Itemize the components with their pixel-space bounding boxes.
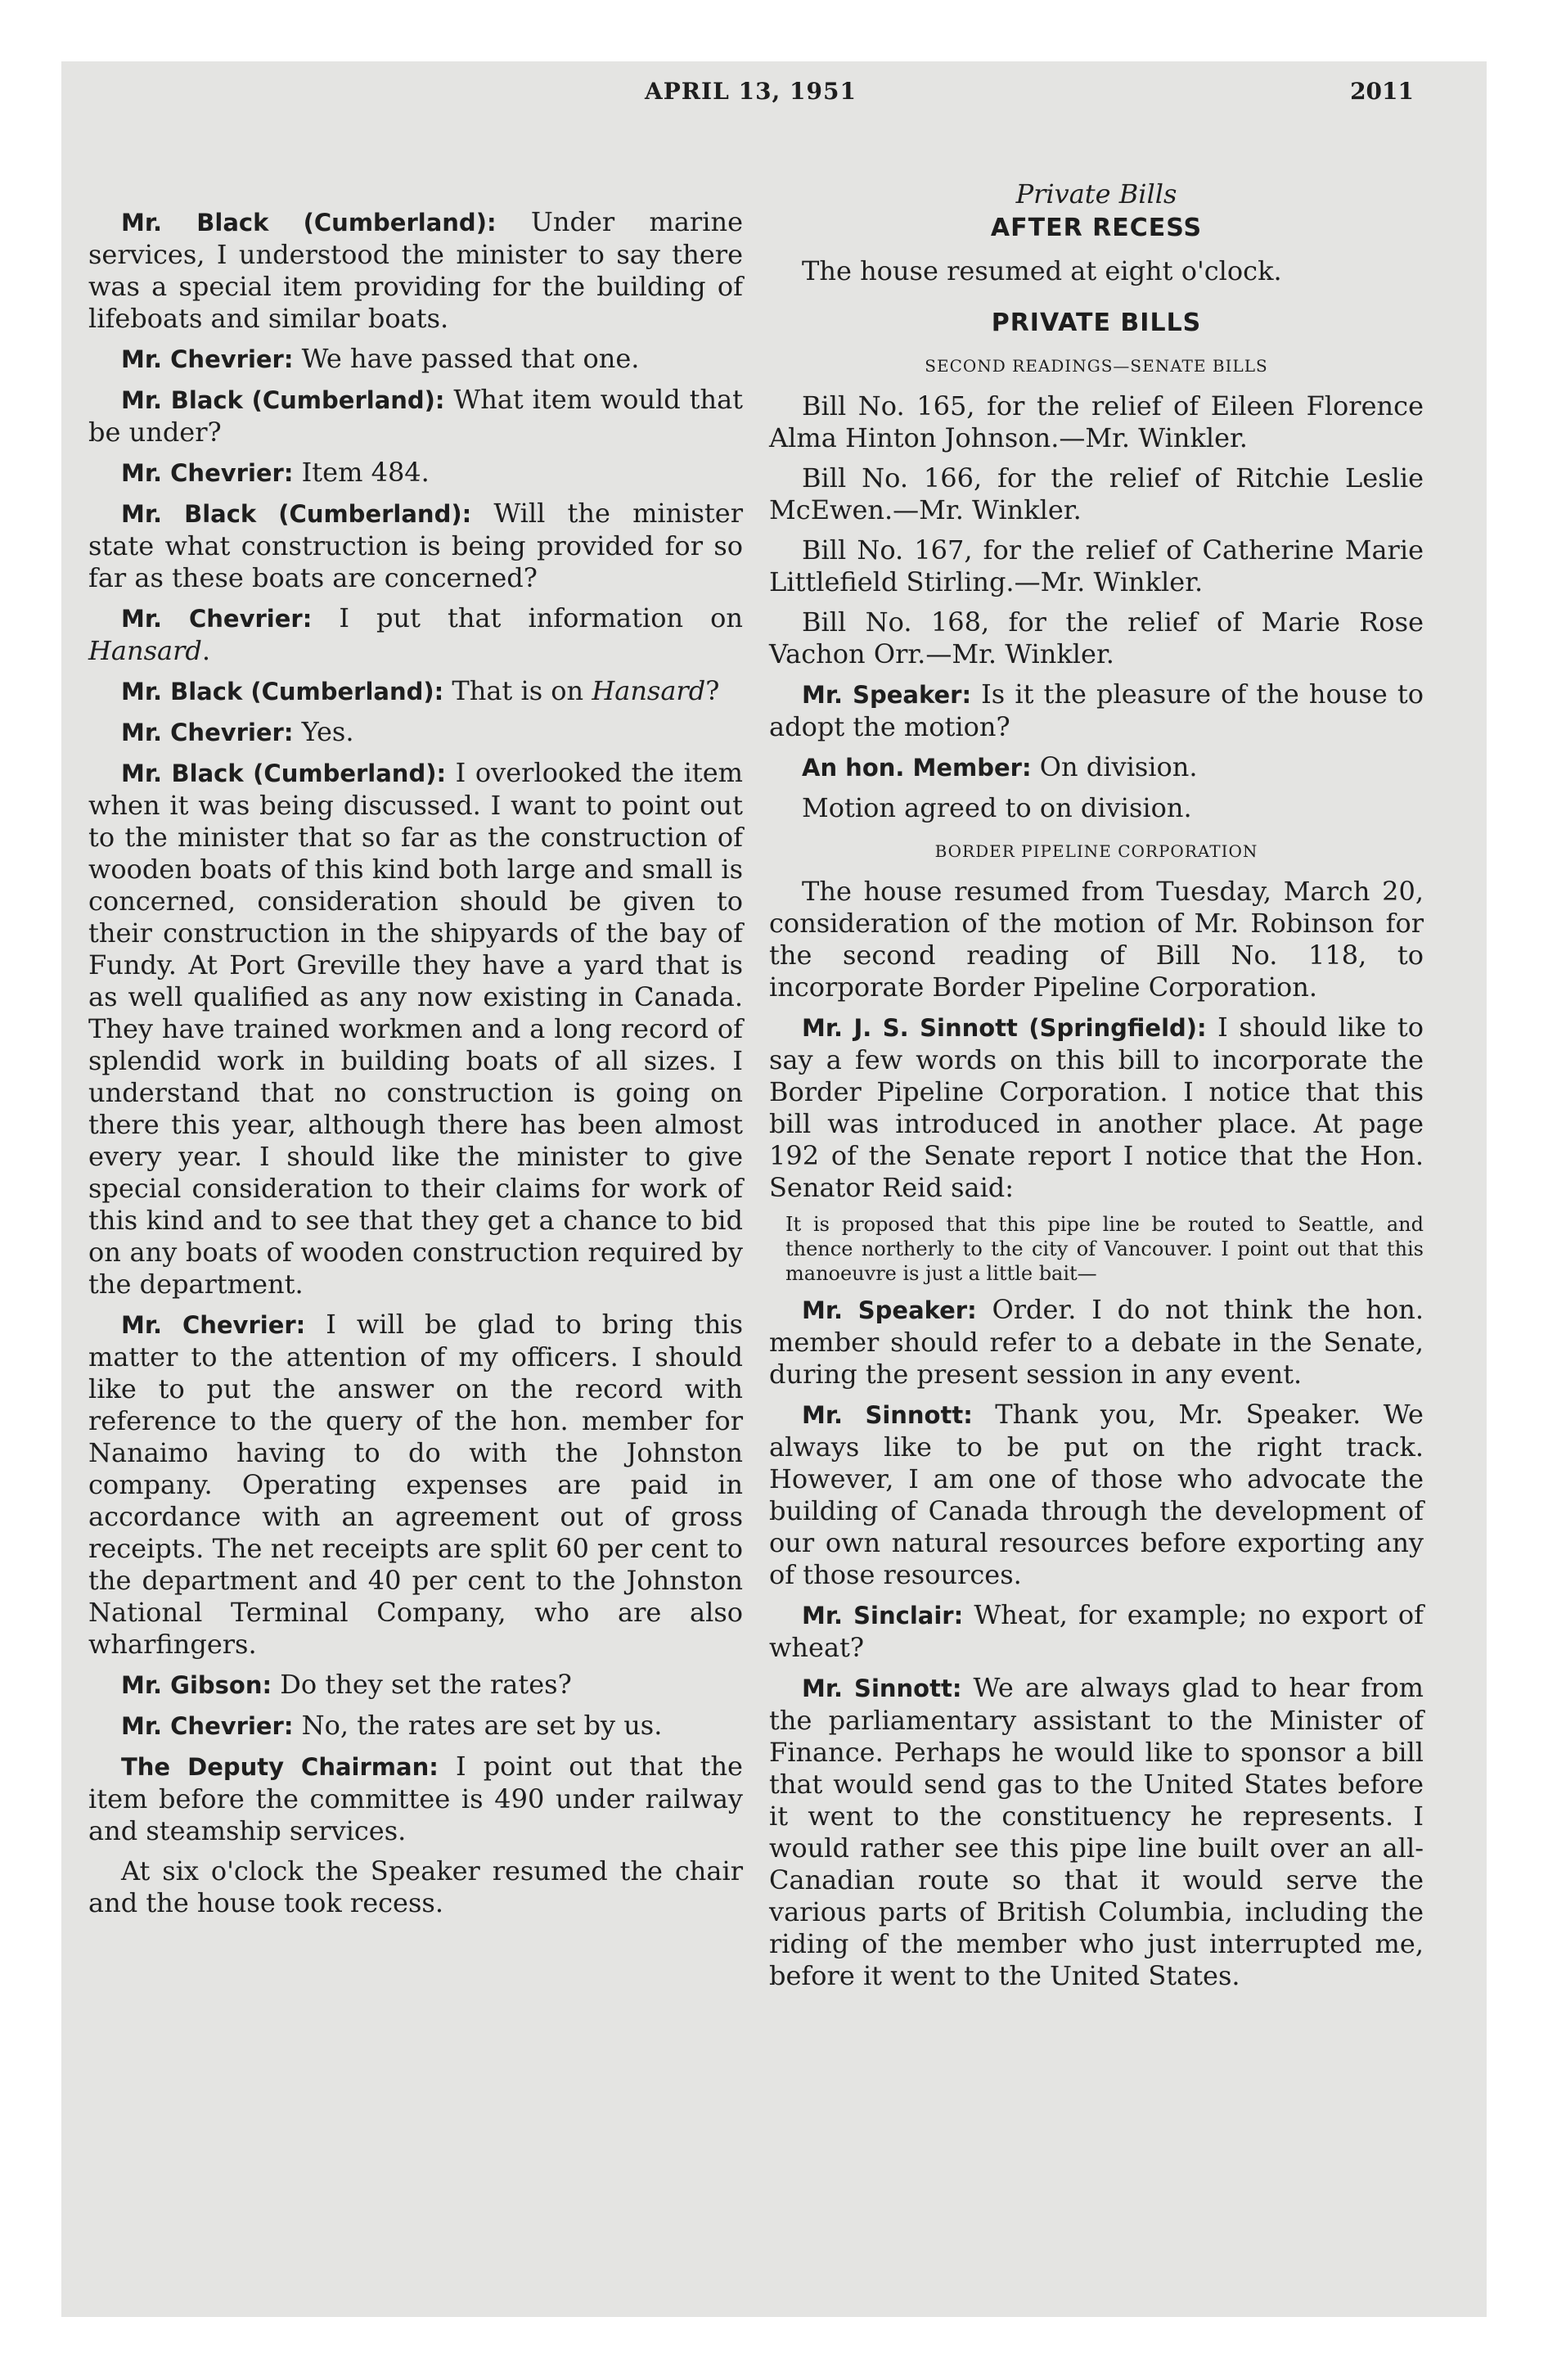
page-header <box>88 78 1414 127</box>
paragraph <box>769 1294 1424 1391</box>
paragraph <box>88 343 743 376</box>
paragraph <box>88 206 743 335</box>
speech-text: Item 484. <box>293 457 430 488</box>
paragraph <box>769 1599 1424 1664</box>
paragraph <box>88 384 743 449</box>
paragraph <box>88 1309 743 1661</box>
italic-text: Hansard <box>592 675 706 706</box>
bill-item: Bill No. 167, for the relief of Catherine Marie Littlefield Stirling.—Mr. Winkler. <box>769 534 1424 597</box>
paragraph <box>88 1710 743 1742</box>
speech-text: I should like to say a few words on this bill to incorporate the Border Pipeline Corporation. I notice that this bill was introduced in another place. At page 192 of the Senate report I notice that the Hon. Senator Reid said: <box>769 1012 1424 1203</box>
speech-text: I point out that the item before the committee is 490 under railway and steamship services. <box>88 1751 743 1846</box>
paragraph <box>88 716 743 749</box>
speech-text: . <box>201 635 211 666</box>
block-quote: It is proposed that this pipe line be routed to Seattle, and thence northerly to the city of Vancouver. I point out that this manoeuvre is just a little bait— <box>785 1213 1424 1285</box>
speaker-name: Mr. Black (Cumberland): <box>121 760 447 787</box>
speech-text: No, the rates are set by us. <box>293 1710 663 1741</box>
speech-text: That is on <box>443 675 592 706</box>
page-number: 2011 <box>1350 78 1414 105</box>
italic-text: Hansard <box>88 635 202 666</box>
speech-text: Yes. <box>293 716 354 747</box>
bill-item: Bill No. 168, for the relief of Marie Rose Vachon Orr.—Mr. Winkler. <box>769 606 1424 669</box>
paragraph: The house resumed from Tuesday, March 20, consideration of the motion of Mr. Robinson for the second reading of Bill No. 118, to incorporate Border Pipeline Corporation. <box>769 876 1424 1003</box>
paragraph <box>88 757 743 1300</box>
speech-text: We have passed that one. <box>293 343 640 374</box>
speech-text: Do they set the rates? <box>272 1669 572 1700</box>
speaker-name: Mr. Chevrier: <box>121 345 294 373</box>
speech-text: Is it the pleasure of the house to adopt the motion? <box>769 678 1424 742</box>
right-column <box>769 178 1424 2000</box>
paragraph: Motion agreed to on division. <box>802 792 1192 823</box>
speaker-name: Mr. Chevrier: <box>121 605 313 633</box>
speaker-name: An hon. Member: <box>802 754 1032 782</box>
speech-text: I will be glad to bring this matter to the attention of my officers. I should like to put the answer on the record with reference to the query of the hon. member for Nanaimo having to do with the Johnston company. Operating expenses are paid in accordance with an agreement out of gross receipts. The net receipts are split 60 per cent to the department and 40 per cent to the Johnston National Terminal Company, who are also wharfingers. <box>88 1309 744 1660</box>
bill-item: Bill No. 165, for the relief of Eileen Florence Alma Hinton Johnson.—Mr. Winkler. <box>769 390 1424 453</box>
bill-item: Bill No. 166, for the relief of Ritchie Leslie McEwen.—Mr. Winkler. <box>769 462 1424 525</box>
speaker-name: Mr. Black (Cumberland): <box>121 386 445 414</box>
paragraph <box>88 675 743 708</box>
speech-text: Under marine services, I understood the minister to say there was a special item providing for the building of lifeboats and similar boats. <box>88 206 744 334</box>
speech-text: Order. I do not think the hon. member should refer to a debate in the Senate, during the present session in any event. <box>769 1294 1424 1390</box>
speaker-name: The Deputy Chairman: <box>121 1753 439 1781</box>
paragraph <box>769 1672 1424 1992</box>
section-heading: AFTER RECESS <box>990 214 1203 242</box>
speaker-name: Mr. J. S. Sinnott (Springfield): <box>802 1014 1207 1042</box>
header-date: APRIL 13, 1951 <box>645 78 857 105</box>
speaker-name: Mr. Speaker: <box>802 1296 977 1324</box>
speaker-name: Mr. Sinclair: <box>802 1602 964 1629</box>
speaker-name: Mr. Black (Cumberland): <box>121 678 444 705</box>
speaker-name: Mr. Gibson: <box>121 1671 272 1699</box>
speech-text: On division. <box>1031 751 1198 782</box>
speaker-name: Mr. Black (Cumberland): <box>121 209 497 237</box>
speaker-name: Mr. Sinnott: <box>802 1675 962 1702</box>
speaker-name: Mr. Sinnott: <box>802 1401 973 1429</box>
speech-text: I put that information on <box>312 602 743 633</box>
paragraph: The house resumed at eight o'clock. <box>802 255 1282 286</box>
speaker-name: Mr. Chevrier: <box>121 1311 306 1339</box>
speaker-name: Mr. Chevrier: <box>121 719 294 746</box>
speech-text: ? <box>705 675 720 706</box>
speech-text: I overlooked the item when it was being discussed. I want to point out to the minister that so far as the construction of wooden boats of this kind both large and small is concerned, consideration should be given to their construction in the shipyards of the bay of Fundy. At Port Greville they have a yard that is as well qualified as any now existing in Canada. They have trained workmen and a long record of splendid work in building boats of all sizes. I understand that no construction is going on there this year, although there has been almost every year. I should like the minister to give special consideration to their claims for work of this kind and to see that they get a chance to bid on any boats of wooden construction required by the department. <box>88 757 744 1300</box>
speaker-name: Mr. Chevrier: <box>121 1712 294 1740</box>
paragraph <box>769 1012 1424 1204</box>
paragraph <box>769 1399 1424 1591</box>
paragraph <box>88 498 743 594</box>
speech-text: What item would that be under? <box>88 384 743 448</box>
paragraph <box>88 1669 743 1702</box>
paragraph <box>88 457 743 489</box>
left-column <box>88 206 743 1927</box>
speaker-name: Mr. Speaker: <box>802 681 972 709</box>
section-heading: PRIVATE BILLS <box>991 309 1202 337</box>
speech-text: We are always glad to hear from the parliamentary assistant to the Minister of Finance. Perhaps he would like to sponsor a bill that would send gas to the United States before it went to the constituency he represents. I would rather see this pipe line built over an all-Canadian route so that it would serve the various parts of British Columbia, including the riding of the member who just interrupted me, before it went to the United States. <box>769 1672 1424 1991</box>
speaker-name: Mr. Chevrier: <box>121 459 294 487</box>
paragraph <box>769 678 1424 743</box>
speech-text: At six o'clock the Speaker resumed the chair and the house took recess. <box>88 1855 743 1918</box>
speech-text: Will the minister state what construction is being provided for so far as these boats are concerned? <box>88 498 744 593</box>
speaker-name: Mr. Black (Cumberland): <box>121 500 472 528</box>
speech-text: Thank you, Mr. Speaker. We always like to be put on the right track. However, I am one of those who advocate the building of Canada through the development of our own natural resources before exporting any of those resources. <box>769 1399 1424 1590</box>
paragraph <box>88 1751 743 1847</box>
paragraph <box>88 602 743 667</box>
paragraph <box>88 1855 743 1919</box>
running-head: Private Bills <box>1015 178 1177 210</box>
sub-heading: SECOND READINGS—SENATE BILLS <box>925 356 1268 376</box>
sub-heading: BORDER PIPELINE CORPORATION <box>934 841 1258 861</box>
paragraph <box>769 751 1424 784</box>
speech-text: Wheat, for example; no export of wheat? <box>769 1599 1424 1663</box>
